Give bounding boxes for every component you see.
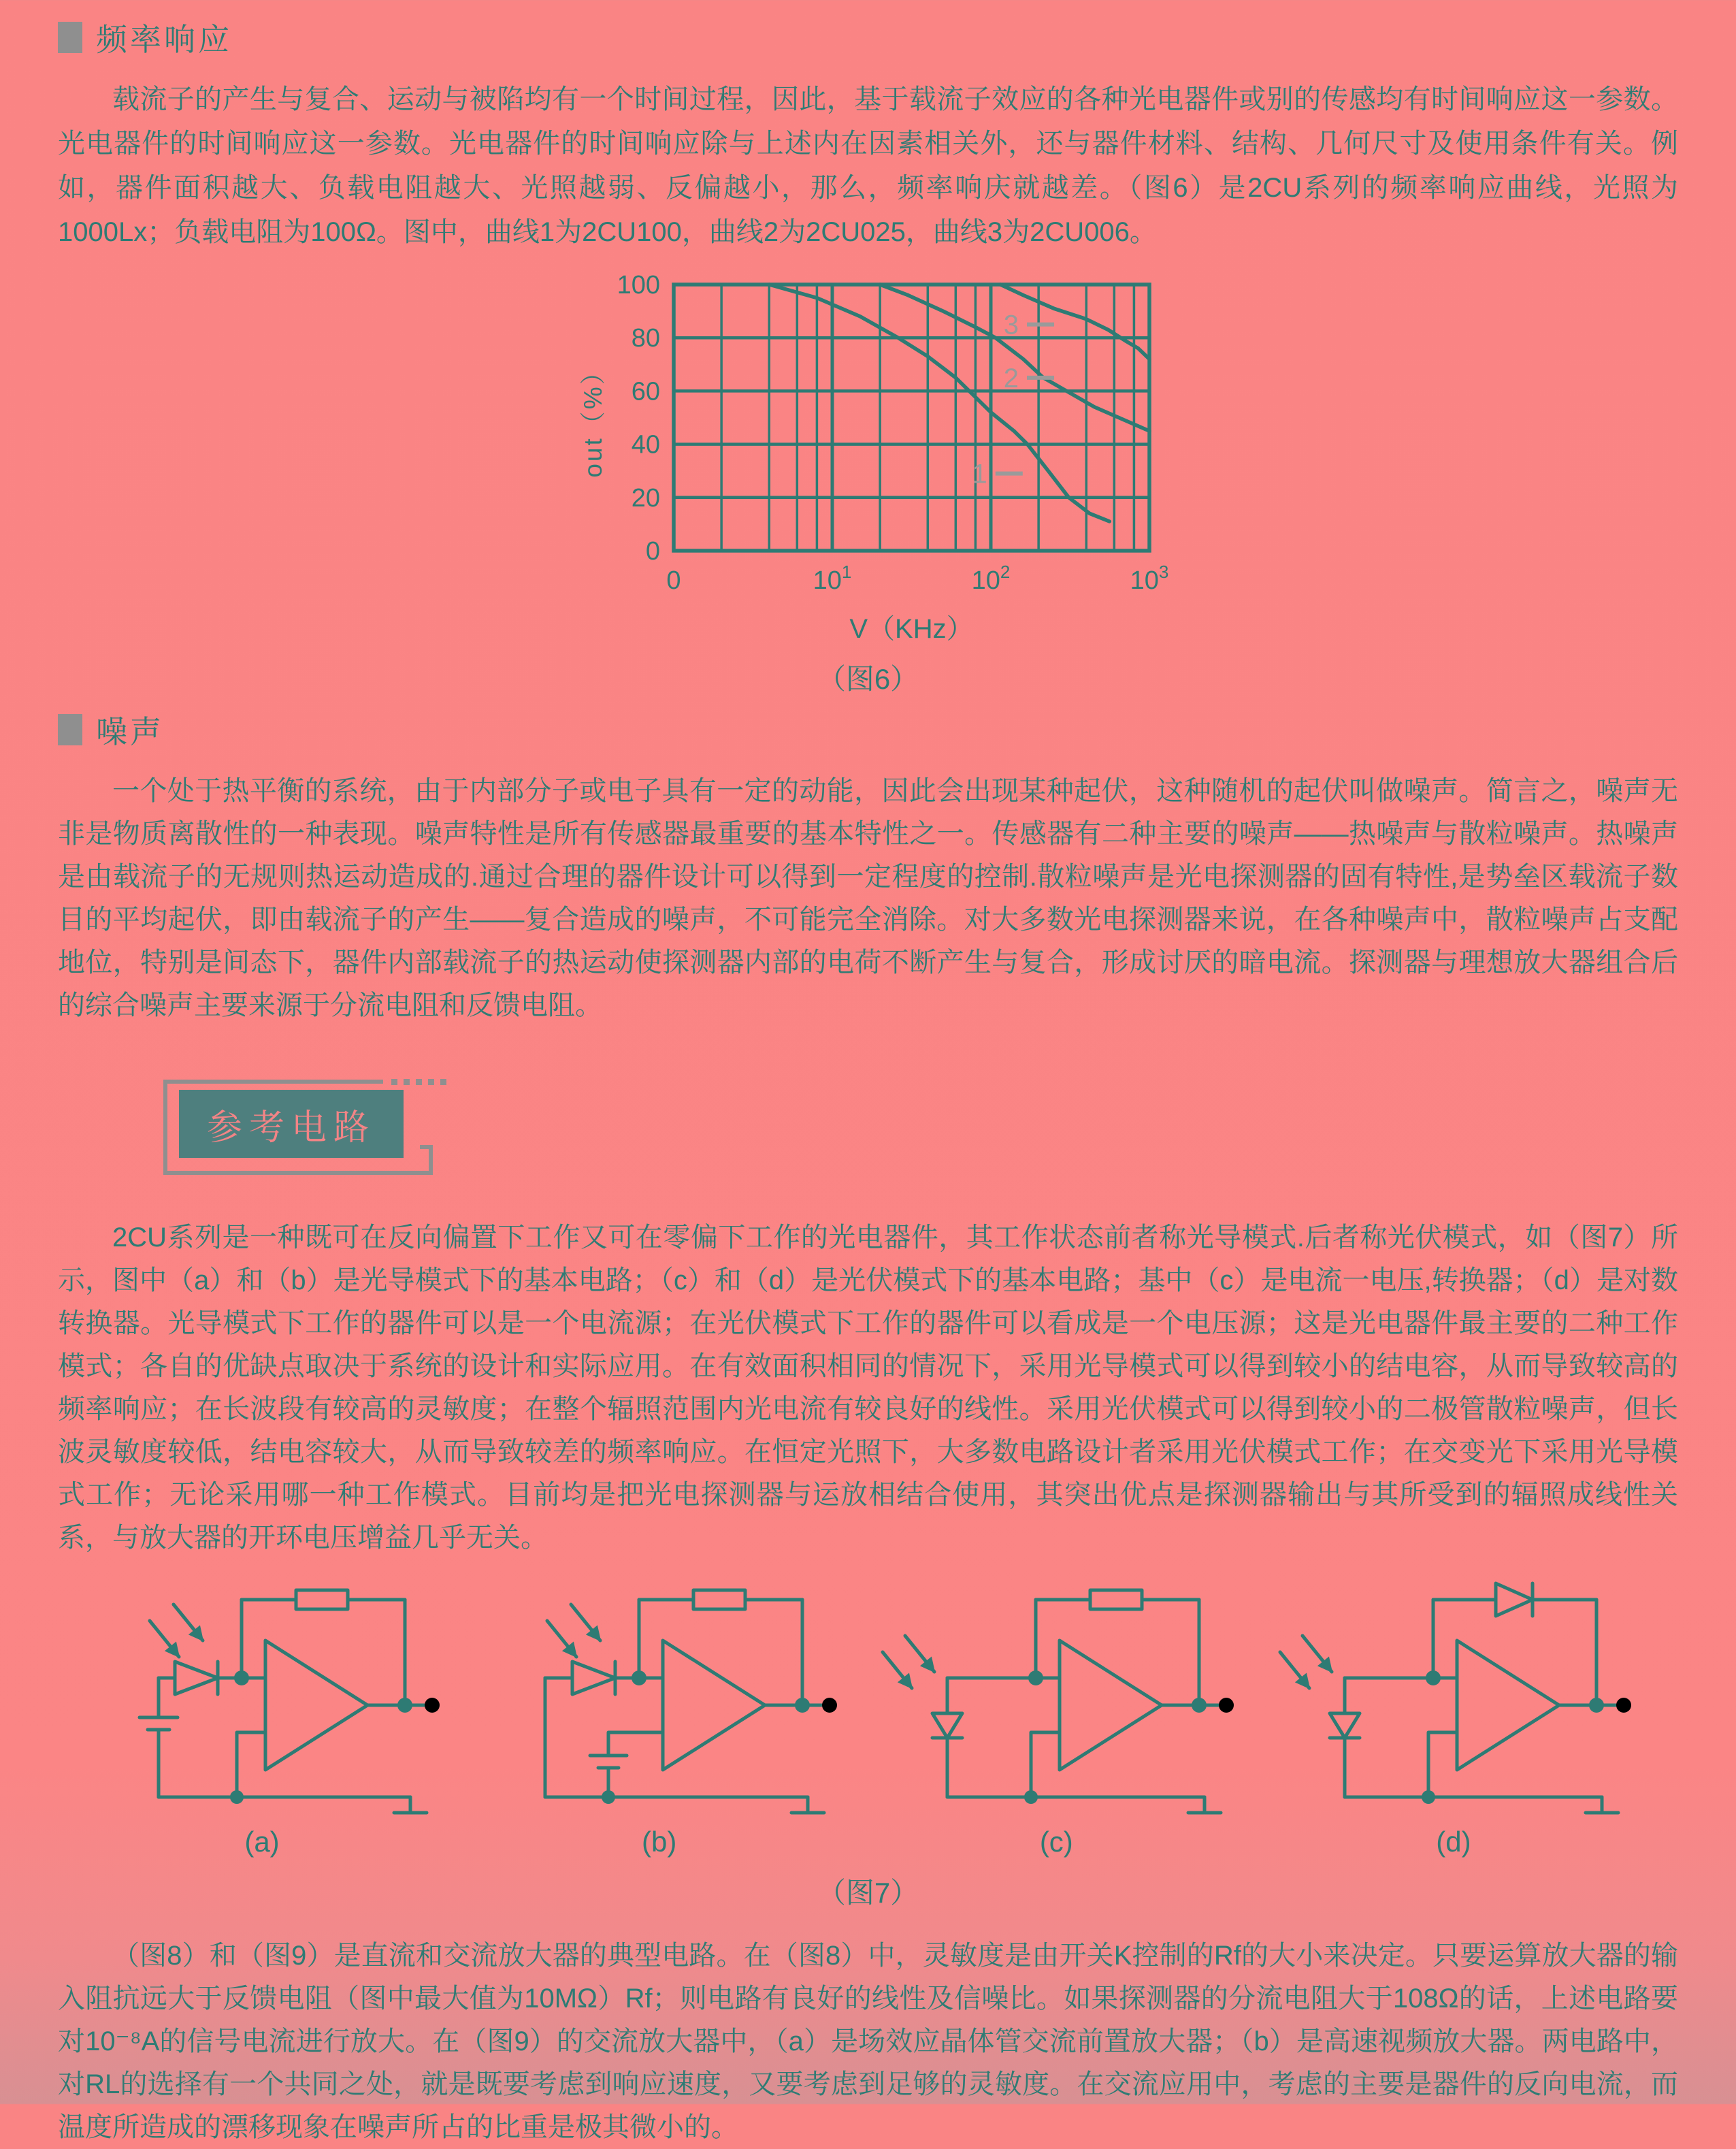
circuit-c [866, 1562, 1247, 1858]
dotted-decoration-icon [391, 1079, 446, 1085]
svg-text:1: 1 [972, 459, 987, 489]
photodiode-icon [1330, 1713, 1360, 1738]
circuit-a-label: (a) [244, 1826, 280, 1858]
figure6-caption: （图6） [817, 663, 919, 695]
light-arrow-icon [150, 1621, 179, 1657]
section-title: 频率响应 [96, 22, 232, 57]
output-terminal-icon [822, 1698, 837, 1713]
output-terminal-icon [1616, 1698, 1631, 1713]
circuit-c-label: (c) [1039, 1826, 1073, 1858]
opamp-icon [1060, 1641, 1162, 1770]
circuit-b [469, 1562, 850, 1858]
circuit-c-diagram [866, 1562, 1247, 1821]
svg-text:40: 40 [631, 430, 660, 459]
svg-text:3: 3 [1003, 310, 1019, 340]
svg-text:0: 0 [645, 537, 660, 566]
light-arrow-icon [571, 1604, 600, 1641]
output-terminal-icon [1219, 1698, 1234, 1713]
svg-text:2: 2 [1003, 363, 1019, 393]
frequency-response-plot [572, 264, 1198, 673]
photodiode-icon [932, 1713, 962, 1738]
photodiode-icon [572, 1662, 615, 1694]
section-bullet-icon [58, 22, 82, 53]
figure6-chart [572, 264, 1198, 676]
feedback-diode-icon [1496, 1583, 1533, 1616]
circuit-d-label: (d) [1436, 1826, 1471, 1858]
opamp-icon [265, 1641, 367, 1770]
paragraph-noise: 一个处于热平衡的系统，由于内部分子或电子具有一定的动能，因此会出现某种起伏，这种随机的起伏叫做噪声。简言之，噪声无非是物质离散性的一种表现。噪声特性是所有传感器最重要的基本特性之一。传感器有二种主要的噪声——热噪声与散粒噪声。热噪声是由载流子的无规则热运动造成的.通过合理的器件设计可以得到一定程度的控制.散粒噪声是光电探测器的固有特性,是势垒区载流子数目的平均起伏，即由载流子的产生——复合造成的噪声，不可能完全消除。对大多数光电探测器来说，在各种噪声中，散粒噪声占支配地位，特别是间态下，器件内部载流子的热运动使探测器内部的电荷不断产生与复合，形成讨厌的暗电流。探测器与理想放大器组合后的综合噪声主要来源于分流电阻和反馈电阻。 [58, 776, 1678, 1020]
svg-text:103: $10^3$ [1130, 562, 1169, 595]
section-header-frequency-response [58, 15, 1678, 60]
figure7-circuits [58, 1562, 1678, 1858]
svg-text:V（KHz）: V（KHz） [849, 614, 974, 644]
light-arrow-icon [883, 1652, 912, 1688]
section-title: 噪声 [96, 714, 164, 749]
light-arrow-icon [1303, 1636, 1332, 1672]
light-arrow-icon [1280, 1652, 1309, 1688]
svg-text:101: $10^1$ [813, 562, 852, 595]
circuit-a-diagram [71, 1562, 453, 1821]
opamp-icon [663, 1641, 765, 1770]
circuit-b-diagram [469, 1562, 850, 1821]
feedback-resistor-icon [296, 1590, 348, 1609]
paragraph-reference-circuit: 2CU系列是一种既可在反向偏置下工作又可在零偏下工作的光电器件，其工作状态前者称光导模式.后者称光伏模式，如（图7）所示，图中（a）和（b）是光导模式下的基本电路；（c）和（d）是光伏模式下的基本电路；基中（c）是电流一电压,转换器；（d）是对数转换器。光导模式下工作的器件可以是一个电流源；在光伏模式下工作的器件可以看成是一个电压源；这是光电器件最主要的二种工作模式；各自的优缺点取决于系统的设计和实际应用。在有效面积相同的情况下，采用光导模式可以得到较小的结电容，从而导致较高的频率响应；在长波段有较高的灵敏度；在整个辐照范围内光电流有较良好的线性。采用光伏模式可以得到较小的二极管散粒噪声，但长波灵敏度较低，结电容较大，从而导致较差的频率响应。在恒定光照下，大多数电路设计者采用光伏模式工作；在交变光下采用光导模式工作；无论采用哪一种工作模式。目前均是把光电探测器与运放相结合使用，其突出优点是探测器输出与其所受到的辐照成线性关系，与放大器的开环电压增益几乎无关。 [58, 1223, 1678, 1553]
light-arrow-icon [547, 1621, 576, 1657]
reference-circuit-title-box [159, 1071, 512, 1185]
svg-text:60: 60 [631, 377, 660, 406]
svg-text:0: 0 [666, 566, 681, 595]
circuit-b-label: (b) [641, 1826, 677, 1858]
light-arrow-icon [905, 1636, 934, 1672]
paragraph-amplifier: （图8）和（图9）是直流和交流放大器的典型电路。在（图8）中，灵敏度是由开关K控制的Rf的大小来决定。只要运算放大器的输入阻抗远大于反馈电阻（图中最大值为10MΩ）Rf；则电路有良好的线性及信噪比。如果探测器的分流电阻大于108Ω的话，上述电路要对10⁻⁸A的信号电流进行放大。在（图9）的交流放大器中，（a）是场效应晶体管交流前置放大器；（b）是高速视频放大器。两电路中，对RL的选择有一个共同之处，就是既要考虑到响应速度，又要考虑到足够的灵敏度。在交流应用中，考虑的主要是器件的反向电流，而温度所造成的漂移现象在噪声所占的比重是极其微小的。 [58, 1941, 1678, 2142]
section-bullet-icon [58, 714, 82, 745]
svg-text:20: 20 [631, 483, 660, 513]
opamp-icon [1457, 1641, 1559, 1770]
output-terminal-icon [425, 1698, 440, 1713]
light-arrow-icon [174, 1604, 203, 1641]
feedback-resistor-icon [1090, 1590, 1142, 1609]
svg-text:102: $10^2$ [971, 562, 1011, 595]
reference-circuit-title: 参考电路 [179, 1090, 404, 1158]
circuit-d-diagram [1263, 1562, 1644, 1821]
photodiode-icon [175, 1662, 218, 1694]
figure7-caption: （图7） [817, 1877, 919, 1909]
circuit-a [71, 1562, 453, 1858]
feedback-resistor-icon [693, 1590, 745, 1609]
svg-text:out（%）: out（%） [579, 357, 607, 478]
svg-text:80: 80 [631, 324, 660, 353]
circuit-d [1263, 1562, 1644, 1858]
section-header-noise [58, 707, 1678, 752]
paragraph-frequency-response: 载流子的产生与复合、运动与被陷均有一个时间过程，因此，基于载流子效应的各种光电器件或别的传感均有时间响应这一参数。光电器件的时间响应这一参数。光电器件的时间响应除与上述内在因素相关外，还与器件材料、结构、几何尺寸及使用条件有关。例如，器件面积越大、负载电阻越大、光照越弱、反偏越小，那么，频率响庆就越差。（图6）是2CU系列的频率响应曲线，光照为1000Lx；负载电阻为100Ω。图中，曲线1为2CU100，曲线2为2CU025，曲线3为2CU006。 [58, 84, 1678, 247]
svg-text:100: 100 [617, 271, 660, 300]
